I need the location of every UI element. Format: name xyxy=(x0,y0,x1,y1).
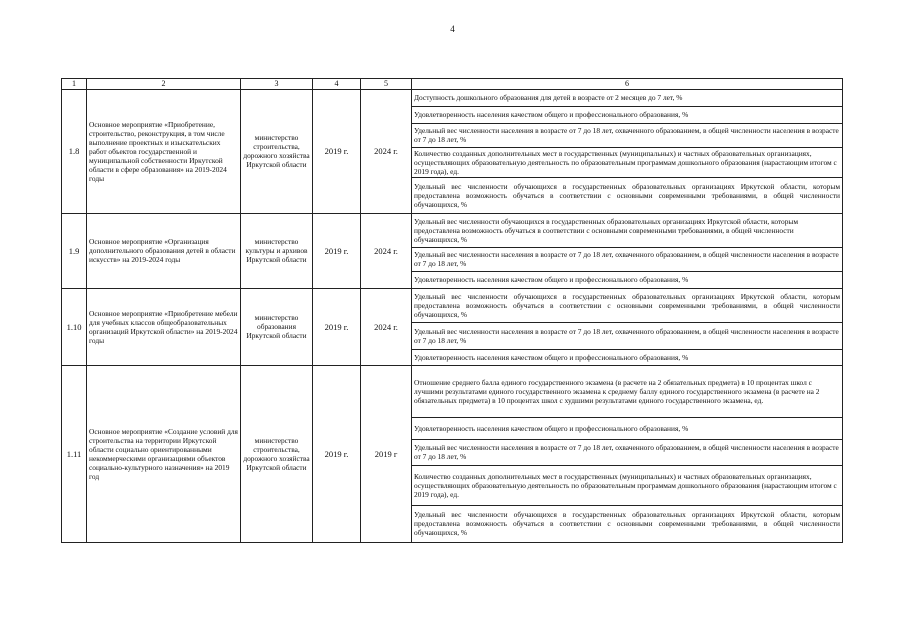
end-year: 2024 г. xyxy=(361,89,412,213)
table-row xyxy=(62,213,843,247)
indicator: Удовлетворенность населения качеством общего и профессионального образования, % xyxy=(412,349,843,365)
activity-name: Основное мероприятие «Приобретение мебели для учебных классов общеобразовательных организаций Иркутской области» на 2019-2024 годы xyxy=(87,288,241,365)
header-cell: 6 xyxy=(412,79,843,90)
indicator: Удельный вес численности населения в возрасте от 7 до 18 лет, охваченного образованием, в общей численности населения в возрасте от 7 до 18 лет, % xyxy=(412,247,843,271)
activity-name: Основное мероприятие «Приобретение, строительство, реконструкция, в том числе выполнение проектных и изыскательских работ объектов государственной и муниципальной собственности Иркутской области в сфере образования» на 2019-2024 годы xyxy=(87,89,241,213)
row-number: 1.10 xyxy=(62,288,87,365)
row-number: 1.11 xyxy=(62,365,87,542)
indicator: Отношение среднего балла единого государственного экзамена (в расчете на 2 обязательных предмета) в 10 процентах школ с лучшими результатами единого государственного экзамена к среднему баллу единого государственного экзамена (в расчете на 2 обязательных предмета) в 10 процентах школ с худшими результатами единого государственного экзамена, ед. xyxy=(412,365,843,417)
start-year: 2019 г. xyxy=(313,89,361,213)
activity-name: Основное мероприятие «Организация дополнительного образования детей в области искусств» на 2019-2024 годы xyxy=(87,213,241,288)
row-number: 1.8 xyxy=(62,89,87,213)
header-cell: 4 xyxy=(313,79,361,90)
table-row xyxy=(62,89,843,106)
header-cell: 5 xyxy=(361,79,412,90)
header-cell: 1 xyxy=(62,79,87,90)
header-cell: 2 xyxy=(87,79,241,90)
start-year: 2019 г. xyxy=(313,365,361,542)
indicator: Удельный вес численности населения в возрасте от 7 до 18 лет, охваченного образованием, в общей численности населения в возрасте от 7 до 18 лет, % xyxy=(412,322,843,349)
activity-name: Основное мероприятие «Создание условий для строительства на территории Иркутской области социально ориентированными некоммерческими организациями объектов социально-культурного назначения» на 2019 год xyxy=(87,365,241,542)
header-cell: 3 xyxy=(241,79,313,90)
indicator: Доступность дошкольного образования для детей в возрасте от 2 месяцев до 7 лет, % xyxy=(412,89,843,106)
row-number: 1.9 xyxy=(62,213,87,288)
indicator: Удельный вес численности обучающихся в государственных образовательных организациях Иркутской области, которым предоставлена возможность обучаться в соответствии с основными современными требованиями, в общей численности обучающихся, % xyxy=(412,177,843,213)
indicator: Количество созданных дополнительных мест в государственных (муниципальных) и частных образовательных организациях, осуществляющих образовательную деятельность по образовательным программам дошкольного образования (нарастающим итогом с 2019 года), ед. xyxy=(412,465,843,505)
start-year: 2019 г. xyxy=(313,213,361,288)
table-row xyxy=(62,365,843,417)
end-year: 2019 г xyxy=(361,365,412,542)
header-row xyxy=(62,79,843,90)
indicator: Удельный вес численности обучающихся в государственных образовательных организациях Иркутской области, которым предоставлена возможность обучаться в соответствии с основными современными требованиями, в общей численности обучающихся, % xyxy=(412,288,843,322)
start-year: 2019 г. xyxy=(313,288,361,365)
executor: министерство образования Иркутской области xyxy=(241,288,313,365)
indicator: Количество созданных дополнительных мест в государственных (муниципальных) и частных образовательных организациях, осуществляющих образовательную деятельность по образовательным программам дошкольного образования (нарастающим итогом с 2019 года), ед. xyxy=(412,147,843,177)
program-activities-table xyxy=(61,78,843,543)
indicator: Удельный вес численности обучающихся в государственных образовательных организациях Иркутской области, которым предоставлена возможность обучаться в соответствии с основными современными требованиями, в общей численности обучающихся, % xyxy=(412,505,843,542)
indicator: Удельный вес численности обучающихся в государственных образовательных организациях Иркутской области, которым предоставлена возможность обучаться в соответствии с основными современными требованиями, в общей численности обучающихся, % xyxy=(412,213,843,247)
end-year: 2024 г. xyxy=(361,288,412,365)
end-year: 2024 г. xyxy=(361,213,412,288)
indicator: Удовлетворенность населения качеством общего и профессионального образования, % xyxy=(412,106,843,123)
page-number: 4 xyxy=(450,24,455,34)
table-row xyxy=(62,288,843,322)
executor: министерство культуры и архивов Иркутской области xyxy=(241,213,313,288)
executor: министерство строительства, дорожного хозяйства Иркутской области xyxy=(241,89,313,213)
indicator: Удельный вес численности населения в возрасте от 7 до 18 лет, охваченного образованием, в общей численности населения в возрасте от 7 до 18 лет, % xyxy=(412,439,843,465)
indicator: Удельный вес численности населения в возрасте от 7 до 18 лет, охваченного образованием, в общей численности населения в возрасте от 7 до 18 лет, % xyxy=(412,123,843,147)
indicator: Удовлетворенность населения качеством общего и профессионального образования, % xyxy=(412,417,843,439)
indicator: Удовлетворенность населения качеством общего и профессионального образования, % xyxy=(412,271,843,288)
executor: министерство строительства, дорожного хозяйства Иркутской области xyxy=(241,365,313,542)
